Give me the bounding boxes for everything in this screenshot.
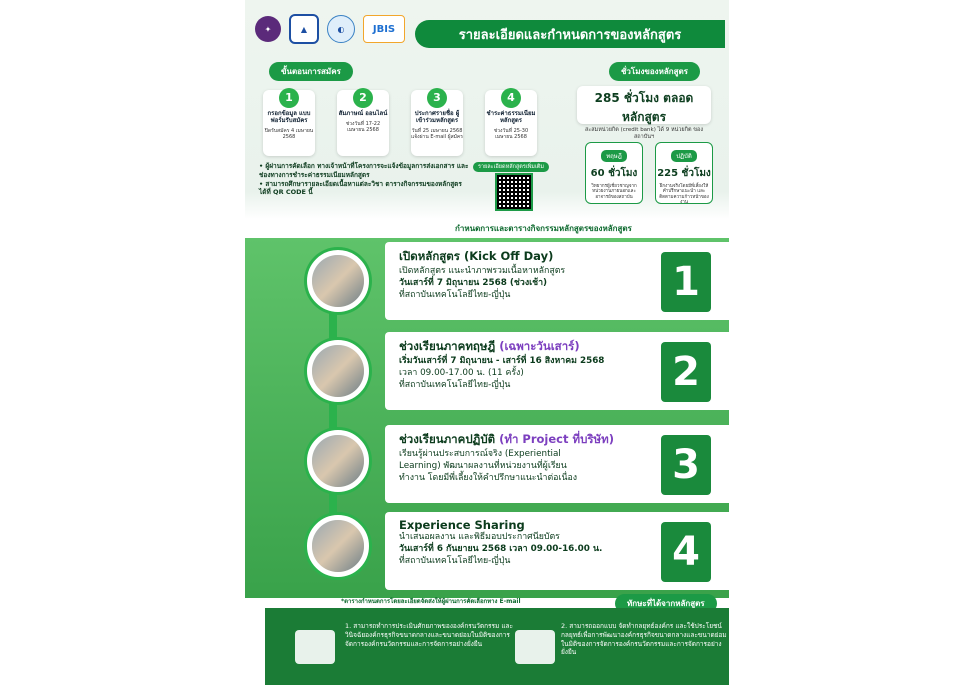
apply-section-label: ขั้นตอนการสมัคร [269,62,353,81]
sharing-photo [307,515,369,577]
step-card: 1 กรอกข้อมูล แบบฟอร์มรับสมัคร ปิดรับสมัคร 4 เมษายน 2568 [263,90,315,156]
documents-icon [295,630,335,664]
theory-hours-card: ทฤษฎี 60 ชั่วโมง วิทยากรผู้เชี่ยวชาญจากหน่วยงานภายนอกและอาจารย์ของสถาบัน [585,142,643,204]
jbis-logo: JBIS [363,15,405,43]
benefit-item: 2. สามารถออกแบบ จัดทำกลยุทธ์องค์กร และใช้ประโยชน์กลยุทธ์เพื่อการพัฒนาองค์กรธุรกิจขนาดกลางและขนาดย่อมในมิติของการจัดการองค์กรนวัตกรรมและการจัดการอย่างยั่งยืน [561,622,727,657]
total-hours-card: 285 ชั่วโมง ตลอดหลักสูตร สะสมหน่วยกิต (credit bank) ได้ 9 หน่วยกิต ของสถาบันฯ [577,86,711,124]
practice-hours-card: ปฏิบัติ 225 ชั่วโมง ฝึกงานจริงโดยมีพี่เลี้ยงให้คำปรึกษาแนะนำ และติดตามความก้าวหน้าของงาน [655,142,713,204]
benefits-label: ทักษะที่ได้จากหลักสูตร [615,594,717,613]
benefits-panel [265,608,729,685]
partner-logo: ◐ [327,15,355,43]
step-card: 2 สัมภาษณ์ ออนไลน์ ช่วงวันที่ 17-22 เมษายน 2568 [337,90,389,156]
row-number: 4 [661,522,711,582]
step-card: 3 ประกาศรายชื่อ ผู้เข้าร่วมหลักสูตร วันที่ 25 เมษายน 2568 แจ้งผ่าน E-mail ผู้สมัคร [411,90,463,156]
schedule-row: ช่วงเรียนภาคทฤษฎี (เฉพาะวันเสาร์) เริ่มวันเสาร์ที่ 7 มิถุนายน - เสาร์ที่ 16 สิงหาคม 2568 เวลา 09.00-17.00 น. (11 ครั้ง) ที่สถาบันเทคโนโลยีไทย-ญี่ปุ่น 2 [385,332,729,410]
poster [245,0,729,685]
megaphone-icon [515,630,555,664]
theory-photo [307,340,369,402]
benefit-item: 1. สามารถทำการประเมินศักยภาพขององค์กรนวัตกรรม และวินิจฉัยองค์กรธุรกิจขนาดกลางและขนาดย่อมในมิติของการจัดการองค์กรนวัตกรรมและการจัดการอย่างยั่งยืน [345,622,514,648]
schedule-row: Experience Sharing นำเสนอผลงาน และพิธีมอบประกาศนียบัตร วันเสาร์ที่ 6 กันยายน 2568 เวลา 09.00-16.00 น. ที่สถาบันเทคโนโลยีไทย-ญี่ปุ่น 4 [385,512,729,590]
row-number: 2 [661,342,711,402]
schedule-row: ช่วงเรียนภาคปฏิบัติ (ทำ Project ที่บริษัท) เรียนรู้ผ่านประสบการณ์จริง (Experiential Learning) พัฒนาผลงานที่หน่วยงานที่ผู้เรียน ทำงาน โดยมีพี่เลี้ยงให้คำปรึกษาแนะนำต่อเนื่อง 3 [385,425,729,503]
hours-section-label: ชั่วโมงของหลักสูตร [609,62,700,81]
step-card: 4 ชำระค่าธรรมเนียม หลักสูตร ช่วงวันที่ 25-30 เมษายน 2568 [485,90,537,156]
practice-photo [307,430,369,492]
apply-notes [259,162,469,197]
schedule-title: กำหนดการและตารางกิจกรรมหลักสูตรของหลักสูตร [455,224,632,233]
qr-code[interactable] [495,173,533,211]
logo-strip [255,14,405,44]
crest-logo: ✦ [255,16,281,42]
kickoff-photo [307,250,369,312]
note-item: • ผู้ผ่านการคัดเลือก ทางเจ้าหน้าที่โครงการจะแจ้งข้อมูลการส่งเอกสาร และช่องทางการชำระค่าธรรมเนียมหลักสูตร [259,162,469,179]
note-item: • สามารถศึกษารายละเอียดเนื้อหาแต่ละวิชา ตารางกิจกรรมของหลักสูตรได้ที่ QR CODE นี้ [259,179,462,197]
tni-logo: ▲ [289,14,319,44]
qr-label: รายละเอียดหลักสูตรเพิ่มเติม [473,162,549,172]
page-title: รายละเอียดและกำหนดการของหลักสูตร [415,20,725,48]
schedule-footnote: *ตารางกำหนดการโดยละเอียดจัดส่งให้ผู้ผ่านการคัดเลือกทาง E-mail [341,598,521,605]
row-number: 3 [661,435,711,495]
schedule-row: เปิดหลักสูตร (Kick Off Day) เปิดหลักสูตร แนะนำภาพรวมเนื้อหาหลักสูตร วันเสาร์ที่ 7 มิถุนายน 2568 (ช่วงเช้า) ที่สถาบันเทคโนโลยีไทย-ญี่ปุ่น 1 [385,242,729,320]
row-number: 1 [661,252,711,312]
